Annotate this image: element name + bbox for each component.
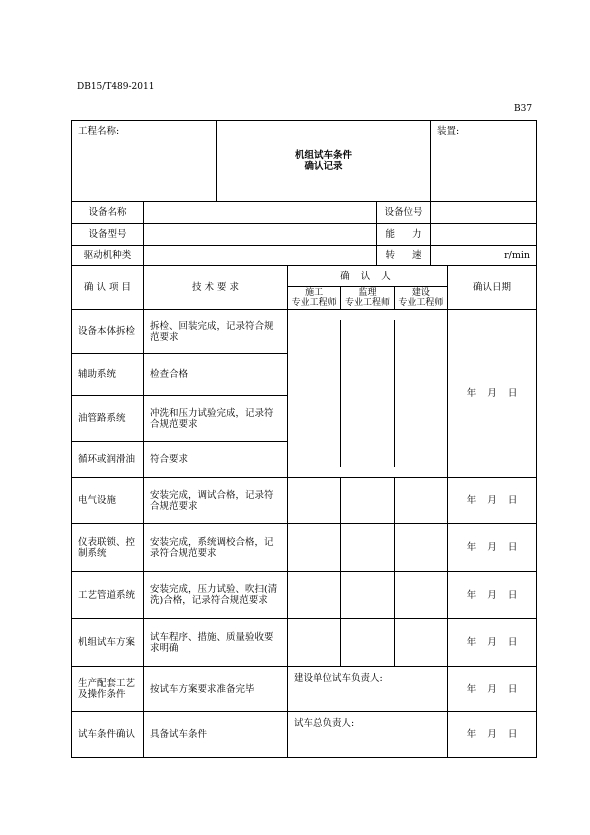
- item-cell: 设备本体拆检: [72, 310, 144, 354]
- confirmer-merged[interactable]: [288, 310, 448, 478]
- item-cell: 工艺管道系统: [72, 572, 144, 619]
- table-row: [72, 524, 537, 572]
- requirement-cell: 检查合格: [144, 354, 288, 396]
- item-cell: 辅助系统: [72, 354, 144, 396]
- equip-name-label: 设备名称: [72, 202, 144, 224]
- date-cell[interactable]: 年 月 日: [448, 572, 537, 619]
- speed-label: 转 速: [377, 246, 431, 266]
- item-cell: 油管路系统: [72, 396, 144, 442]
- speed-unit: r/min: [504, 250, 531, 261]
- item-cell: 电气设施: [72, 478, 144, 524]
- date-cell[interactable]: 年 月 日: [448, 619, 537, 667]
- equip-model-label: 设备型号: [72, 224, 144, 246]
- confirmer-owner: [395, 287, 447, 309]
- equip-pos-label: 设备位号: [377, 202, 431, 224]
- owner-test-signer-label: 建设单位试车负责人:: [294, 673, 383, 684]
- record-form-table: [71, 120, 537, 758]
- construction-line2: 专业工程师: [291, 298, 337, 308]
- sign-construction[interactable]: [288, 572, 341, 618]
- equip-pos-value[interactable]: [431, 202, 537, 224]
- requirement-cell: 按试车方案要求准备完毕: [144, 667, 288, 712]
- owner-line2: 专业工程师: [398, 298, 444, 308]
- owner-line1: 建设: [411, 288, 430, 298]
- device-label: 装置:: [437, 126, 460, 137]
- col-header-item: 确 认 项 目: [72, 266, 144, 310]
- construction-line1: 施工: [305, 288, 324, 298]
- item-cell: 循环或润滑油: [72, 442, 144, 478]
- speed-value[interactable]: [431, 246, 537, 266]
- device-cell[interactable]: [431, 121, 537, 202]
- date-cell[interactable]: 年 月 日: [448, 524, 537, 572]
- col-header-confirmer: 确 认 人: [288, 266, 448, 287]
- form-title: [217, 121, 431, 202]
- table-row: [72, 310, 537, 354]
- sign-construction[interactable]: [288, 320, 341, 467]
- col-header-date: 确认日期: [448, 266, 537, 310]
- confirmer-cells[interactable]: [288, 524, 448, 572]
- item-cell: 试车条件确认: [72, 712, 144, 758]
- supervision-line2: 专业工程师: [345, 298, 391, 308]
- chief-test-signer-label: 试车总负责人:: [294, 718, 355, 729]
- project-name-label: 工程名称:: [78, 126, 120, 137]
- confirmer-cells[interactable]: [288, 572, 448, 619]
- capacity-label: 能 力: [377, 224, 431, 246]
- form-code: B37: [514, 104, 533, 114]
- sign-owner[interactable]: [395, 619, 447, 666]
- sign-supervision[interactable]: [341, 320, 394, 467]
- confirmer-subheaders: [288, 287, 448, 310]
- confirmer-cells[interactable]: [288, 478, 448, 524]
- requirement-cell: 具备试车条件: [144, 712, 288, 758]
- drive-type-label: 驱动机种类: [72, 246, 144, 266]
- capacity-value[interactable]: [431, 224, 537, 246]
- sign-supervision[interactable]: [341, 572, 394, 618]
- owner-test-signer-cell[interactable]: [288, 667, 448, 712]
- confirmer-supervision: [341, 287, 394, 309]
- form-title-line2: 确认记录: [304, 161, 343, 172]
- date-cell[interactable]: 年 月 日: [448, 478, 537, 524]
- table-row: [72, 667, 537, 712]
- table-row: [72, 572, 537, 619]
- sign-owner[interactable]: [395, 524, 447, 571]
- standard-code: DB15/T489-2011: [77, 82, 155, 92]
- supervision-line1: 监理: [358, 288, 377, 298]
- project-name-cell[interactable]: [72, 121, 217, 202]
- equip-name-value[interactable]: [144, 202, 377, 224]
- table-row: [72, 619, 537, 667]
- requirement-cell: 拆检、回装完成，记录符合规范要求: [144, 310, 288, 354]
- requirement-cell: 试车程序、措施、质量验收要求明确: [144, 619, 288, 667]
- drive-type-value[interactable]: [144, 246, 377, 266]
- sign-construction[interactable]: [288, 619, 341, 666]
- equip-model-value[interactable]: [144, 224, 377, 246]
- col-header-requirement: 技 术 要 求: [144, 266, 288, 310]
- sign-supervision[interactable]: [341, 478, 394, 523]
- sign-owner[interactable]: [395, 572, 447, 618]
- chief-test-signer-cell[interactable]: [288, 712, 448, 758]
- confirmer-construction: [288, 287, 341, 309]
- table-row: [72, 478, 537, 524]
- requirement-cell: 安装完成，压力试验、吹扫(清洗)合格，记录符合规范要求: [144, 572, 288, 619]
- form-title-line1: 机组试车条件: [295, 150, 353, 161]
- item-cell: 机组试车方案: [72, 619, 144, 667]
- requirement-cell: 安装完成，调试合格，记录符合规范要求: [144, 478, 288, 524]
- requirement-cell: 安装完成，系统调校合格，记录符合规范要求: [144, 524, 288, 572]
- item-cell: 生产配套工艺及操作条件: [72, 667, 144, 712]
- table-row: [72, 712, 537, 758]
- requirement-cell: 符合要求: [144, 442, 288, 478]
- date-cell[interactable]: 年 月 日: [448, 667, 537, 712]
- item-cell: 仪表联锁、控制系统: [72, 524, 144, 572]
- confirmer-cells[interactable]: [288, 619, 448, 667]
- sign-construction[interactable]: [288, 524, 341, 571]
- date-cell[interactable]: 年 月 日: [448, 310, 537, 478]
- sign-owner[interactable]: [395, 478, 447, 523]
- date-cell[interactable]: 年 月 日: [448, 712, 537, 758]
- sign-owner[interactable]: [395, 320, 447, 467]
- requirement-cell: 冲洗和压力试验完成，记录符合规范要求: [144, 396, 288, 442]
- sign-supervision[interactable]: [341, 524, 394, 571]
- sign-supervision[interactable]: [341, 619, 394, 666]
- sign-construction[interactable]: [288, 478, 341, 523]
